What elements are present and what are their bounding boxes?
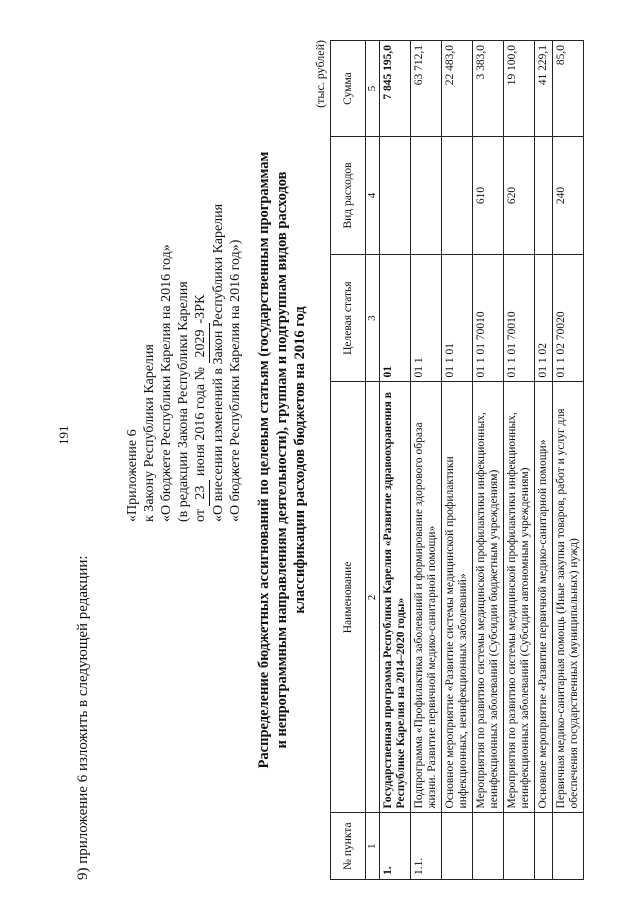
row-name: Основное мероприятие «Развитие системы медицинской профилактики инфекционных, неинфекционных заболеваний» bbox=[442, 382, 473, 813]
units-label: (тыс. рублей) bbox=[313, 40, 327, 108]
row-name: Мероприятия по развитию системы медицинской профилактики инфекционных, неинфекционных заболеваний (Субсидии автономным учреждениям) bbox=[504, 382, 535, 813]
row-amount: 22 483,0 bbox=[442, 41, 473, 137]
row-target-code: 01 1 01 70010 bbox=[504, 254, 535, 382]
table-row bbox=[553, 41, 584, 880]
row-expense-type bbox=[411, 137, 442, 255]
table-row bbox=[442, 41, 473, 880]
page-number: 191 bbox=[56, 425, 71, 445]
row-number: 1. bbox=[380, 813, 411, 880]
table-body bbox=[380, 41, 584, 880]
appendix-line-2: к Закону Республики Карелия bbox=[142, 344, 157, 522]
row-number: 1.1. bbox=[411, 813, 442, 880]
table-row bbox=[411, 41, 442, 880]
row-target-code: 01 bbox=[380, 254, 411, 382]
row-amount: 63 712,1 bbox=[411, 41, 442, 137]
row-number bbox=[535, 813, 553, 880]
table-row bbox=[473, 41, 504, 880]
appendix-line-3: «О бюджете Республики Карелия на 2016 год» bbox=[159, 244, 174, 522]
document-title bbox=[255, 40, 309, 880]
law-suffix: -ЗРК bbox=[193, 294, 208, 324]
row-expense-type: 620 bbox=[504, 137, 535, 255]
row-expense-type: 240 bbox=[553, 137, 584, 255]
row-number bbox=[473, 813, 504, 880]
law-number: 2029 bbox=[192, 323, 210, 363]
header-cell: Вид расходов bbox=[331, 137, 366, 255]
rotated-page-content bbox=[40, 40, 630, 880]
appendix-line-1: «Приложение 6 bbox=[125, 429, 140, 522]
table-row bbox=[380, 41, 411, 880]
header-cell: Сумма bbox=[331, 41, 366, 137]
row-name: Основное мероприятие «Развитие первичной медико-санитарной помощи» bbox=[535, 382, 553, 813]
table-header-row bbox=[331, 41, 366, 880]
intro-text: 9) приложение 6 изложить в следующей редакции: bbox=[75, 555, 91, 880]
header-cell: Наименование bbox=[331, 382, 366, 813]
row-number bbox=[553, 813, 584, 880]
column-number: 4 bbox=[366, 137, 380, 255]
table-row bbox=[535, 41, 553, 880]
row-expense-type bbox=[442, 137, 473, 255]
title-line-1: Распределение бюджетных ассигнований по целевым статьям (государственным программам bbox=[256, 151, 272, 769]
column-number-row bbox=[366, 41, 380, 880]
row-target-code: 01 1 02 bbox=[535, 254, 553, 382]
row-amount: 19 100,0 bbox=[504, 41, 535, 137]
appendix-header bbox=[124, 82, 244, 522]
date-text: июня 2016 года № bbox=[193, 366, 208, 477]
row-expense-type: 610 bbox=[473, 137, 504, 255]
row-name: Первичная медико-санитарная помощь (Иные закупки товаров, работ и услуг для обеспечения государственных (муниципальных) нужд) bbox=[553, 382, 584, 813]
date-day: 23 bbox=[192, 480, 210, 506]
row-amount: 85,0 bbox=[553, 41, 584, 137]
column-number: 2 bbox=[366, 382, 380, 813]
row-target-code: 01 1 01 70010 bbox=[473, 254, 504, 382]
row-number bbox=[442, 813, 473, 880]
row-amount: 41 229,1 bbox=[535, 41, 553, 137]
row-amount: 7 845 195,0 bbox=[380, 41, 411, 137]
appendix-line-6: «О внесении изменений в Закон Республики Карелия bbox=[211, 203, 226, 522]
row-target-code: 01 1 02 70020 bbox=[553, 254, 584, 382]
row-target-code: 01 1 bbox=[411, 254, 442, 382]
table-row bbox=[504, 41, 535, 880]
title-line-2: и непрограммным направлениям деятельности), группам и подгруппам видов расходов bbox=[274, 171, 290, 749]
column-number: 5 bbox=[366, 41, 380, 137]
title-line-3: классификации расходов бюджетов на 2016 год bbox=[292, 306, 308, 614]
row-name: Государственная программа Республики Карелия «Развитие здравоохранения в Республике Карелия на 2014–2020 годы» bbox=[380, 382, 411, 813]
column-number: 1 bbox=[366, 813, 380, 880]
row-name: Мероприятия по развитию системы медицинской профилактики инфекционных, неинфекционных заболеваний (Субсидии бюджетным учреждениям) bbox=[473, 382, 504, 813]
header-cell: № пункта bbox=[331, 813, 366, 880]
appendix-line-5 bbox=[192, 82, 210, 522]
appendix-line-7: «О бюджете Республики Карелия на 2016 год») bbox=[228, 239, 243, 522]
header-cell: Целевая статья bbox=[331, 254, 366, 382]
row-expense-type bbox=[380, 137, 411, 255]
date-prefix: от bbox=[193, 509, 208, 522]
row-name: Подпрограмма «Профилактика заболеваний и формирование здорового образа жизни. Развитие первичной медико-санитарной помощи» bbox=[411, 382, 442, 813]
row-target-code: 01 1 01 bbox=[442, 254, 473, 382]
column-number: 3 bbox=[366, 254, 380, 382]
row-expense-type bbox=[535, 137, 553, 255]
row-number bbox=[504, 813, 535, 880]
budget-table bbox=[330, 40, 584, 880]
row-amount: 3 383,0 bbox=[473, 41, 504, 137]
appendix-line-4: (в редакции Закона Республики Карелия bbox=[176, 281, 191, 522]
